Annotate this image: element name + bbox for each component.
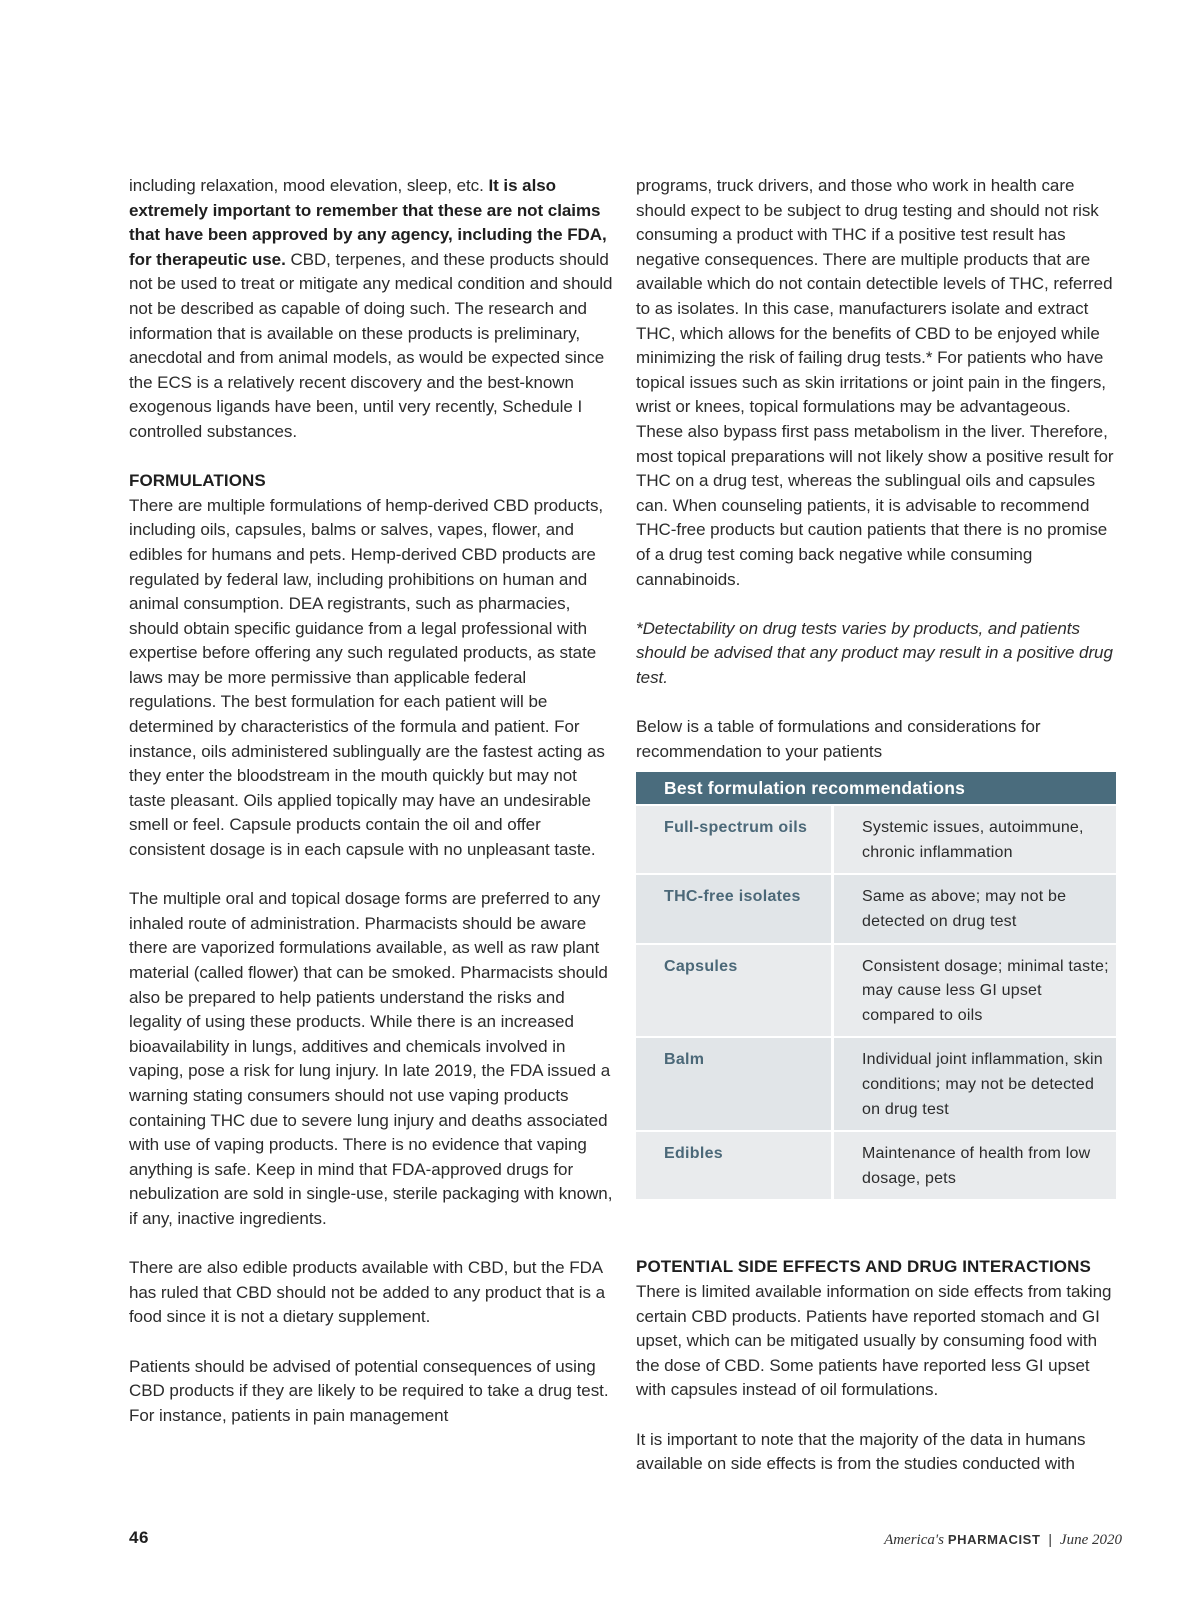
table-row [636, 1132, 1116, 1199]
table-cell-formulation: THC-free isolates [636, 875, 831, 942]
detectability-note: *Detectability on drug tests varies by products, and patients should be advised that any product may result in a positive drug test. [636, 618, 1113, 687]
table-cell-formulation: Full-spectrum oils [636, 806, 831, 873]
intro-bold-disclaimer: It is also extremely important to remember that these are not claims that have been approved by any agency, including the FDA, for therapeutic use. [129, 176, 607, 269]
right-column [636, 174, 1122, 1501]
publication-name-italic: America's [884, 1532, 944, 1548]
table-cell-formulation: Capsules [636, 945, 831, 1037]
intro-text-start: including relaxation, mood elevation, sleep, etc. [129, 176, 489, 195]
left-column [129, 174, 614, 1453]
table-row [636, 806, 1116, 873]
table-title: Best formulation recommendations [636, 772, 1116, 804]
drug-test-paragraph: Patients should be advised of potential consequences of using CBD products if they are likely to be required to take a drug test. For instance, patients in pain management [129, 1356, 609, 1425]
table-cell-formulation: Balm [636, 1038, 831, 1130]
issue-date: June 2020 [1059, 1532, 1122, 1548]
table-cell-recommendation: Maintenance of health from low dosage, pets [834, 1132, 1116, 1199]
table-cell-recommendation: Individual joint inflammation, skin conditions; may not be detected on drug test [834, 1038, 1116, 1130]
formulations-heading: FORMULATIONS [129, 471, 266, 491]
publication-footer [884, 1531, 1122, 1549]
footer-separator: | [1048, 1531, 1053, 1547]
intro-text-end: CBD, terpenes, and these products should not be used to treat or mitigate any medical condition and should not be described as capable of doing such. The research and information that is available on these products is preliminary, anecdotal and from animal models, as would be expected since the ECS is a relatively recent discovery and the best-known exogenous ligands have been, until very recently, Schedule I controlled substances. [129, 249, 613, 441]
table-cell-formulation: Edibles [636, 1132, 831, 1199]
side-effects-heading: POTENTIAL SIDE EFFECTS AND DRUG INTERACTIONS [636, 1257, 1091, 1277]
publication-name-bold: PHARMACIST [947, 1532, 1041, 1547]
table-intro-paragraph: Below is a table of formulations and considerations for recommendation to your patients [636, 717, 1041, 761]
side-effects-paragraph: There is limited available information on side effects from taking certain CBD products. Patients have reported stomach and GI upset, which can be mitigated usually by consuming food with the dose of CBD. Some patients have reported less GI upset with capsules instead of oil formulations. [636, 1281, 1112, 1400]
drug-testing-paragraph: programs, truck drivers, and those who work in health care should expect to be subject to drug testing and should not risk consuming a product with THC if a positive test result has negative consequences. There are multiple products that are available which do not contain detectible levels of THC, referred to as isolates. In this case, manufacturers isolate and extract THC, which allows for the benefits of CBD to be enjoyed while minimizing the risk of failing drug tests.* For patients who have topical issues such as skin irritations or joint pain in the fingers, wrist or knees, topical formulations may be advantageous. These also bypass first pass metabolism in the liver. Therefore, most topical preparations will not likely show a positive result for THC on a drug test, whereas the sublingual oils and capsules can. When counseling patients, it is advisable to recommend THC-free products but caution patients that there is no promise of a drug test coming back negative while consuming cannabinoids. [636, 176, 1114, 589]
table-row [636, 875, 1116, 942]
left-paragraph-intro [129, 174, 614, 445]
table-cell-recommendation: Systemic issues, autoimmune, chronic inflammation [834, 806, 1116, 873]
page-number: 46 [129, 1528, 149, 1547]
table-cell-recommendation: Consistent dosage; minimal taste; may cause less GI upset compared to oils [834, 945, 1116, 1037]
formulation-table [636, 772, 1116, 1199]
dosage-forms-paragraph: The multiple oral and topical dosage forms are preferred to any inhaled route of administration. Pharmacists should be aware there are vaporized formulations available, as well as raw plant material (called flower) that can be smoked. Pharmacists should also be prepared to help patients understand the risks and legality of using these products. While there is an increased bioavailability in lungs, additives and chemicals involved in vaping, pose a risk for lung injury. In late 2019, the FDA issued a warning stating consumers should not use vaping products containing THC due to severe lung injury and deaths associated with use of vaping products. There is no evidence that vaping anything is safe. Keep in mind that FDA-approved drugs for nebulization are sold in single-use, sterile packaging with known, if any, inactive ingredients. [129, 889, 613, 1228]
edibles-paragraph: There are also edible products available with CBD, but the FDA has ruled that CBD should not be added to any product that is a food since it is not a dietary supplement. [129, 1258, 605, 1327]
table-row [636, 945, 1116, 1037]
table-cell-recommendation: Same as above; may not be detected on drug test [834, 875, 1116, 942]
table-row [636, 1038, 1116, 1130]
formulations-paragraph: There are multiple formulations of hemp-derived CBD products, including oils, capsules, balms or salves, vapes, flower, and edibles for humans and pets. Hemp-derived CBD products are regulated by federal law, including prohibitions on human and animal consumption. DEA registrants, such as pharmacies, should obtain specific guidance from a legal professional with expertise before offering any such regulated products, as state laws may be more permissive than applicable federal regulations. The best formulation for each patient will be determined by characteristics of the formula and patient. For instance, oils administered sublingually are the fastest acting as they enter the bloodstream in the mouth quickly but may not taste pleasant. Oils applied topically may have an undesirable smell or feel. Capsule products contain the oil and offer consistent dosage is in each capsule with no unpleasant taste. [129, 495, 605, 860]
human-data-paragraph: It is important to note that the majority of the data in humans available on side effects is from the studies conducted with [636, 1429, 1086, 1474]
